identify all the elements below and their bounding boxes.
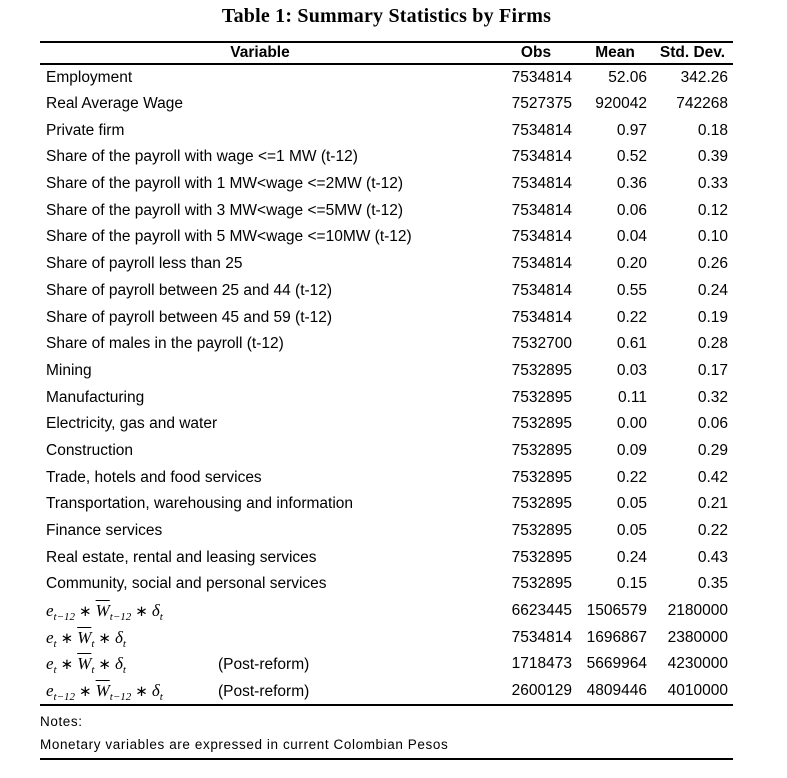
obs-cell: 2600129 — [511, 681, 572, 699]
table-body — [40, 64, 733, 705]
variable-cell: Real estate, rental and leasing services — [46, 548, 317, 566]
mean-cell: 0.04 — [616, 228, 647, 246]
std-dev-cell: 0.21 — [697, 495, 728, 513]
obs-cell: 7532895 — [511, 361, 572, 379]
obs-cell: 7532700 — [511, 335, 572, 353]
variable-cell — [40, 678, 480, 705]
variable-cell: Share of payroll less than 25 — [46, 255, 243, 273]
variable-cell: Share of the payroll with 5 MW<wage <=10MW (t-12) — [46, 228, 412, 246]
table-header-row — [40, 42, 733, 64]
table-row — [40, 491, 733, 518]
obs-cell: 7534814 — [511, 201, 572, 219]
mean-cell: 0.00 — [616, 415, 647, 433]
mean-cell: 0.22 — [616, 308, 647, 326]
mean-cell: 0.52 — [616, 148, 647, 166]
table-row — [40, 91, 733, 118]
obs-cell: 7532895 — [511, 415, 572, 433]
std-dev-cell: 0.35 — [697, 575, 728, 593]
mean-cell: 0.15 — [616, 575, 647, 593]
mean-cell: 0.11 — [617, 388, 647, 406]
std-dev-cell: 0.22 — [697, 522, 728, 540]
mean-cell: 1696867 — [586, 628, 647, 646]
mean-cell: 4809446 — [586, 681, 647, 699]
table-row — [40, 224, 733, 251]
std-dev-cell: 0.12 — [697, 201, 728, 219]
variable-cell: Trade, hotels and food services — [46, 468, 262, 486]
table-row — [40, 384, 733, 411]
table-row — [40, 438, 733, 465]
table-row — [40, 278, 733, 305]
obs-cell: 7532895 — [511, 575, 572, 593]
obs-cell: 1718473 — [511, 655, 572, 673]
variable-cell: Electricity, gas and water — [46, 415, 218, 433]
notes-text: Monetary variables are expressed in current Colombian Pesos — [40, 736, 449, 752]
table-row — [40, 64, 733, 91]
variable-cell: Share of males in the payroll (t-12) — [46, 335, 284, 353]
mean-cell: 1506579 — [586, 602, 647, 620]
std-dev-cell: 2180000 — [667, 602, 728, 620]
table-row — [40, 571, 733, 598]
col-header-obs: Obs — [480, 42, 578, 64]
std-dev-cell: 0.10 — [697, 228, 728, 246]
col-header-variable: Variable — [40, 42, 480, 64]
math-expression: $e_t$ ∗ $\overline{W}_t$ ∗ $\delta_t$ — [46, 654, 126, 677]
table-row — [40, 651, 733, 678]
std-dev-cell: 0.29 — [697, 441, 728, 459]
obs-cell: 7532895 — [511, 441, 572, 459]
obs-cell: 6623445 — [511, 602, 572, 620]
notes-section — [40, 706, 733, 760]
obs-cell: 7534814 — [511, 121, 572, 139]
table-row — [40, 358, 733, 385]
variable-cell: Finance services — [46, 522, 163, 540]
mean-cell: 0.97 — [616, 121, 647, 139]
variable-cell: Share of payroll between 45 and 59 (t-12) — [46, 308, 333, 326]
variable-cell: Share of the payroll with wage <=1 MW (t-12) — [46, 148, 358, 166]
std-dev-cell: 2380000 — [667, 628, 728, 646]
std-dev-cell: 0.18 — [697, 121, 728, 139]
obs-cell: 7534814 — [511, 308, 572, 326]
std-dev-cell: 342.26 — [680, 68, 728, 86]
variable-cell: Share of the payroll with 1 MW<wage <=2MW (t-12) — [46, 175, 404, 193]
mean-cell: 0.22 — [616, 468, 647, 486]
std-dev-cell: 0.06 — [697, 415, 728, 433]
table-row — [40, 304, 733, 331]
mean-cell: 0.09 — [616, 441, 647, 459]
variable-cell — [40, 651, 480, 678]
table-row — [40, 411, 733, 438]
table-row — [40, 544, 733, 571]
obs-cell: 7534814 — [511, 68, 572, 86]
mean-cell: 5669964 — [586, 655, 647, 673]
variable-cell: Employment — [46, 68, 133, 86]
std-dev-cell: 0.32 — [697, 388, 728, 406]
table-row — [40, 251, 733, 278]
variable-cell: Share of the payroll with 3 MW<wage <=5MW (t-12) — [46, 201, 404, 219]
obs-cell: 7534814 — [511, 281, 572, 299]
obs-cell: 7532895 — [511, 495, 572, 513]
obs-cell: 7534814 — [511, 175, 572, 193]
std-dev-cell: 742268 — [676, 95, 728, 113]
std-dev-cell: 4010000 — [667, 681, 728, 699]
obs-cell: 7532895 — [511, 468, 572, 486]
math-expression: $e_{t-12}$ ∗ $\overline{W}_{t-12}$ ∗ $\delta_t$ — [46, 601, 163, 624]
obs-cell: 7527375 — [511, 95, 572, 113]
mean-cell: 0.20 — [616, 255, 647, 273]
std-dev-cell: 0.33 — [697, 175, 728, 193]
obs-cell: 7534814 — [511, 255, 572, 273]
mean-cell: 0.05 — [616, 495, 647, 513]
variable-cell: Construction — [46, 441, 134, 459]
notes-label: Notes: — [40, 713, 83, 729]
col-header-std-dev: Std. Dev. — [652, 42, 733, 64]
post-reform-label: (Post-reform) — [218, 656, 310, 674]
mean-cell: 0.05 — [616, 522, 647, 540]
obs-cell: 7534814 — [511, 228, 572, 246]
table-row — [40, 464, 733, 491]
mean-cell: 0.03 — [616, 361, 647, 379]
obs-cell: 7532895 — [511, 548, 572, 566]
math-expression: $e_t$ ∗ $\overline{W}_t$ ∗ $\delta_t$ — [46, 627, 126, 650]
obs-cell: 7534814 — [511, 148, 572, 166]
mean-cell: 0.06 — [616, 201, 647, 219]
std-dev-cell: 4230000 — [667, 655, 728, 673]
col-header-mean: Mean — [578, 42, 652, 64]
obs-cell: 7534814 — [511, 628, 572, 646]
variable-cell: Real Average Wage — [46, 95, 184, 113]
variable-cell: Transportation, warehousing and information — [46, 495, 354, 513]
std-dev-cell: 0.28 — [697, 335, 728, 353]
table-row — [40, 197, 733, 224]
post-reform-label: (Post-reform) — [218, 682, 310, 700]
variable-cell: Mining — [46, 361, 92, 379]
table-row — [40, 678, 733, 705]
variable-cell — [40, 598, 480, 625]
variable-cell: Manufacturing — [46, 388, 145, 406]
page-title: Table 1: Summary Statistics by Firms — [221, 5, 552, 27]
obs-cell: 7532895 — [511, 388, 572, 406]
table-row — [40, 117, 733, 144]
mean-cell: 0.24 — [616, 548, 647, 566]
mean-cell: 0.55 — [616, 281, 647, 299]
summary-statistics-table — [40, 41, 733, 706]
table-row — [40, 171, 733, 198]
std-dev-cell: 0.26 — [697, 255, 728, 273]
table-row — [40, 598, 733, 625]
table-row — [40, 518, 733, 545]
table-row — [40, 624, 733, 651]
mean-cell: 52.06 — [608, 68, 647, 86]
mean-cell: 0.61 — [616, 335, 647, 353]
std-dev-cell: 0.39 — [697, 148, 728, 166]
table-row — [40, 331, 733, 358]
mean-cell: 920042 — [595, 95, 647, 113]
variable-cell: Private firm — [46, 121, 125, 139]
std-dev-cell: 0.42 — [697, 468, 728, 486]
mean-cell: 0.36 — [616, 175, 647, 193]
table-row — [40, 144, 733, 171]
variable-cell: Share of payroll between 25 and 44 (t-12) — [46, 281, 333, 299]
obs-cell: 7532895 — [511, 522, 572, 540]
std-dev-cell: 0.17 — [697, 361, 728, 379]
variable-cell: Community, social and personal services — [46, 575, 327, 593]
std-dev-cell: 0.43 — [697, 548, 728, 566]
std-dev-cell: 0.19 — [697, 308, 728, 326]
std-dev-cell: 0.24 — [697, 281, 728, 299]
math-expression: $e_{t-12}$ ∗ $\overline{W}_{t-12}$ ∗ $\delta_t$ — [46, 680, 163, 703]
variable-cell — [40, 624, 480, 651]
